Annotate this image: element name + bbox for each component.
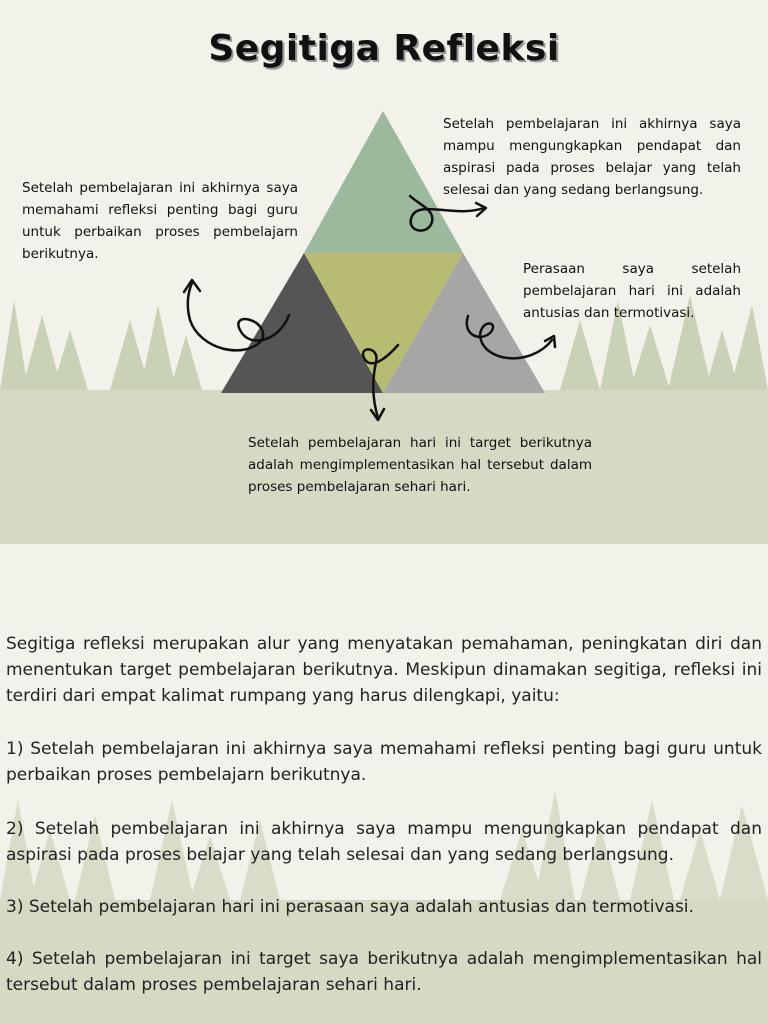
note-top-right: Setelah pembelajaran ini akhirnya saya mampu mengungkapkan pendapat dan aspirasi pada proses belajar yang telah selesai dan yang sedang berlangsung.	[443, 116, 741, 198]
list-item-4: 4) Setelah pembelajaran ini target saya berikutnya adalah mengimplementasikan hal tersebut dalam proses pembelajaran sehari hari.	[6, 949, 762, 995]
triangle-top	[304, 111, 463, 253]
list-item-1: 1) Setelah pembelajaran ini akhirnya saya memahami refleksi penting bagi guru untuk perbaikan proses pembelajarn berikutnya.	[6, 739, 762, 785]
intro-paragraph: Segitiga refleksi merupakan alur yang menyatakan pemahaman, peningkatan diri dan menentukan target pembelajaran berikutnya. Meskipun dinamakan segitiga, refleksi ini terdiri dari empat kalimat rumpang yang harus dilengkapi, yaitu:	[6, 634, 762, 706]
page-title: Segitiga Refleksi	[208, 28, 560, 69]
note-right: Perasaan saya setelah pembelajaran hari ini adalah antusias dan termotivasi.	[523, 261, 741, 321]
list-item-3: 3) Setelah pembelajaran hari ini perasaan saya adalah antusias dan termotivasi.	[6, 897, 694, 917]
list-item-2: 2) Setelah pembelajaran ini akhirnya saya mampu mengungkapkan pendapat dan aspirasi pada proses belajar yang telah selesai dan yang sedang berlangsung.	[6, 819, 762, 865]
note-left: Setelah pembelajaran ini akhirnya saya memahami refleksi penting bagi guru untuk perbaikan proses pembelajarn berikutnya.	[22, 180, 298, 262]
note-bottom: Setelah pembelajaran hari ini target berikutnya adalah mengimplementasikan hal tersebut dalam proses pembelajaran sehari hari.	[248, 435, 592, 495]
